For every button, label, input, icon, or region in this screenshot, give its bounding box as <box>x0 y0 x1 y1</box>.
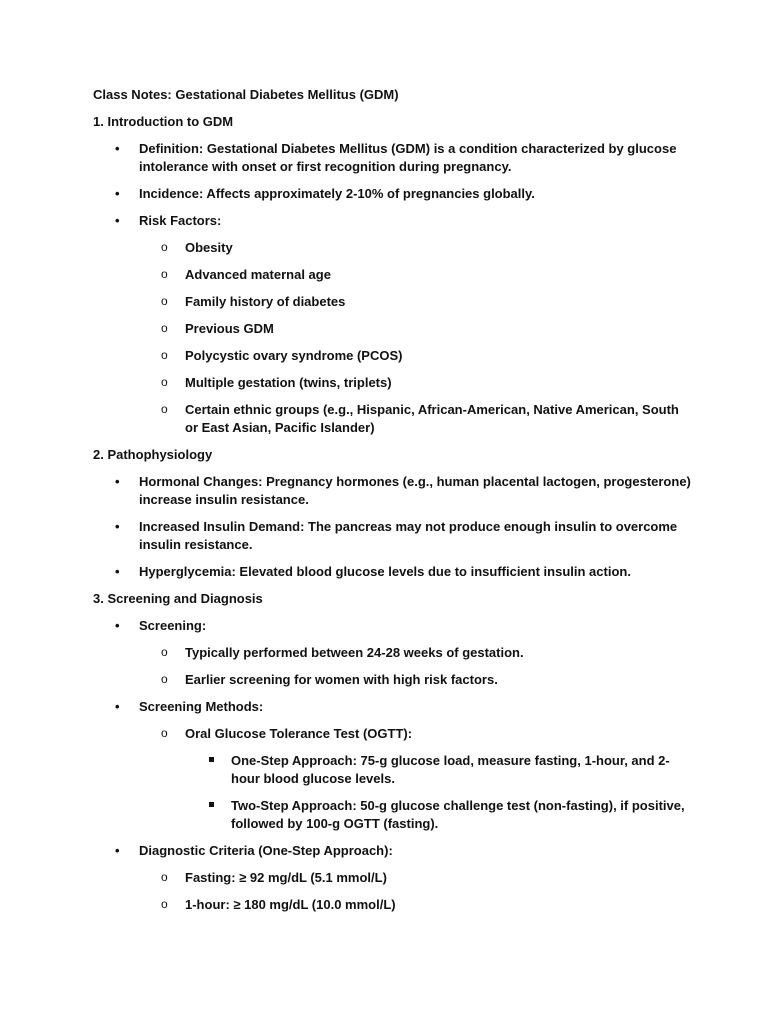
list-item-text: Screening Methods: <box>139 699 264 714</box>
circle-bullet-icon: o <box>161 321 168 335</box>
bullet-icon: • <box>115 843 120 858</box>
circle-bullet-icon: o <box>161 294 168 308</box>
screening-list <box>139 644 693 689</box>
list-item-text: Hormonal Changes: Pregnancy hormones (e.g., human placental lactogen, progesterone) increase insulin resistance. <box>139 474 691 507</box>
circle-bullet-icon: o <box>161 240 168 254</box>
list-item <box>185 797 693 833</box>
document-content <box>93 86 693 923</box>
diagnostic-criteria-list <box>139 869 693 914</box>
list-item-text: Fasting: ≥ 92 mg/dL (5.1 mmol/L) <box>185 870 387 885</box>
circle-bullet-icon: o <box>161 870 168 884</box>
bullet-icon: • <box>115 519 120 534</box>
bullet-icon: • <box>115 213 120 228</box>
list-item-text: Definition: Gestational Diabetes Mellitus (GDM) is a condition characterized by glucose intolerance with onset or first recognition during pregnancy. <box>139 141 677 174</box>
square-bullet-icon <box>209 757 214 762</box>
list-item-screening-methods <box>93 698 693 833</box>
list-item-text: Family history of diabetes <box>185 294 346 309</box>
bullet-icon: • <box>115 474 120 489</box>
section-heading-screening-diagnosis: 3. Screening and Diagnosis <box>93 591 263 606</box>
list-item-text: Advanced maternal age <box>185 267 331 282</box>
list-item-incidence <box>93 185 693 203</box>
list-item-ogtt <box>139 725 693 833</box>
list-item-insulin-demand <box>93 518 693 554</box>
bullet-icon: • <box>115 699 120 714</box>
document-title: Class Notes: Gestational Diabetes Mellitus (GDM) <box>93 87 399 102</box>
list-item <box>139 239 693 257</box>
list-item-text: Polycystic ovary syndrome (PCOS) <box>185 348 403 363</box>
list-item-text: Increased Insulin Demand: The pancreas may not produce enough insulin to overcome insulin resistance. <box>139 519 678 552</box>
list-item-diagnostic-criteria <box>93 842 693 914</box>
circle-bullet-icon: o <box>161 645 168 659</box>
risk-factors-list <box>139 239 693 437</box>
circle-bullet-icon: o <box>161 897 168 911</box>
list-item-hyperglycemia <box>93 563 693 581</box>
list-item <box>139 293 693 311</box>
circle-bullet-icon: o <box>161 375 168 389</box>
list-item-text: Previous GDM <box>185 321 274 336</box>
list-item-text: Incidence: Affects approximately 2-10% of pregnancies globally. <box>139 186 535 201</box>
list-item-text: Screening: <box>139 618 207 633</box>
pathophysiology-list <box>93 473 693 581</box>
list-item-definition <box>93 140 693 176</box>
section-heading-pathophysiology: 2. Pathophysiology <box>93 447 213 462</box>
screening-methods-list <box>139 725 693 833</box>
section-heading-introduction: 1. Introduction to GDM <box>93 114 234 129</box>
list-item-text: Typically performed between 24-28 weeks of gestation. <box>185 645 524 660</box>
bullet-icon: • <box>115 564 120 579</box>
list-item-screening <box>93 617 693 689</box>
list-item <box>139 896 693 914</box>
square-bullet-icon <box>209 802 214 807</box>
list-item-text: Earlier screening for women with high risk factors. <box>185 672 498 687</box>
list-item <box>139 869 693 887</box>
introduction-list <box>93 140 693 437</box>
list-item <box>139 671 693 689</box>
screening-diagnosis-list <box>93 617 693 914</box>
list-item-text: Hyperglycemia: Elevated blood glucose levels due to insufficient insulin action. <box>139 564 631 579</box>
list-item <box>185 752 693 788</box>
circle-bullet-icon: o <box>161 672 168 686</box>
bullet-icon: • <box>115 141 120 156</box>
bullet-icon: • <box>115 618 120 633</box>
list-item-text: Certain ethnic groups (e.g., Hispanic, African-American, Native American, South or East Asian, Pacific Islander) <box>185 402 679 435</box>
list-item <box>139 644 693 662</box>
circle-bullet-icon: o <box>161 726 168 740</box>
list-item-text: Diagnostic Criteria (One-Step Approach): <box>139 843 393 858</box>
circle-bullet-icon: o <box>161 402 168 416</box>
list-item-text: Oral Glucose Tolerance Test (OGTT): <box>185 726 413 741</box>
list-item-hormonal-changes <box>93 473 693 509</box>
list-item <box>139 401 693 437</box>
list-item-text: Multiple gestation (twins, triplets) <box>185 375 392 390</box>
ogtt-approaches-list <box>185 752 693 833</box>
list-item-text: One-Step Approach: 75-g glucose load, measure fasting, 1-hour, and 2-hour blood glucose levels. <box>231 753 670 786</box>
list-item-text: Risk Factors: <box>139 213 222 228</box>
bullet-icon: • <box>115 186 120 201</box>
list-item <box>139 347 693 365</box>
list-item-text: Obesity <box>185 240 233 255</box>
circle-bullet-icon: o <box>161 348 168 362</box>
list-item <box>139 320 693 338</box>
circle-bullet-icon: o <box>161 267 168 281</box>
list-item <box>139 266 693 284</box>
list-item-risk-factors <box>93 212 693 437</box>
list-item <box>139 374 693 392</box>
list-item-text: Two-Step Approach: 50-g glucose challenge test (non-fasting), if positive, followed by 100-g OGTT (fasting). <box>231 798 685 831</box>
list-item-text: 1-hour: ≥ 180 mg/dL (10.0 mmol/L) <box>185 897 396 912</box>
